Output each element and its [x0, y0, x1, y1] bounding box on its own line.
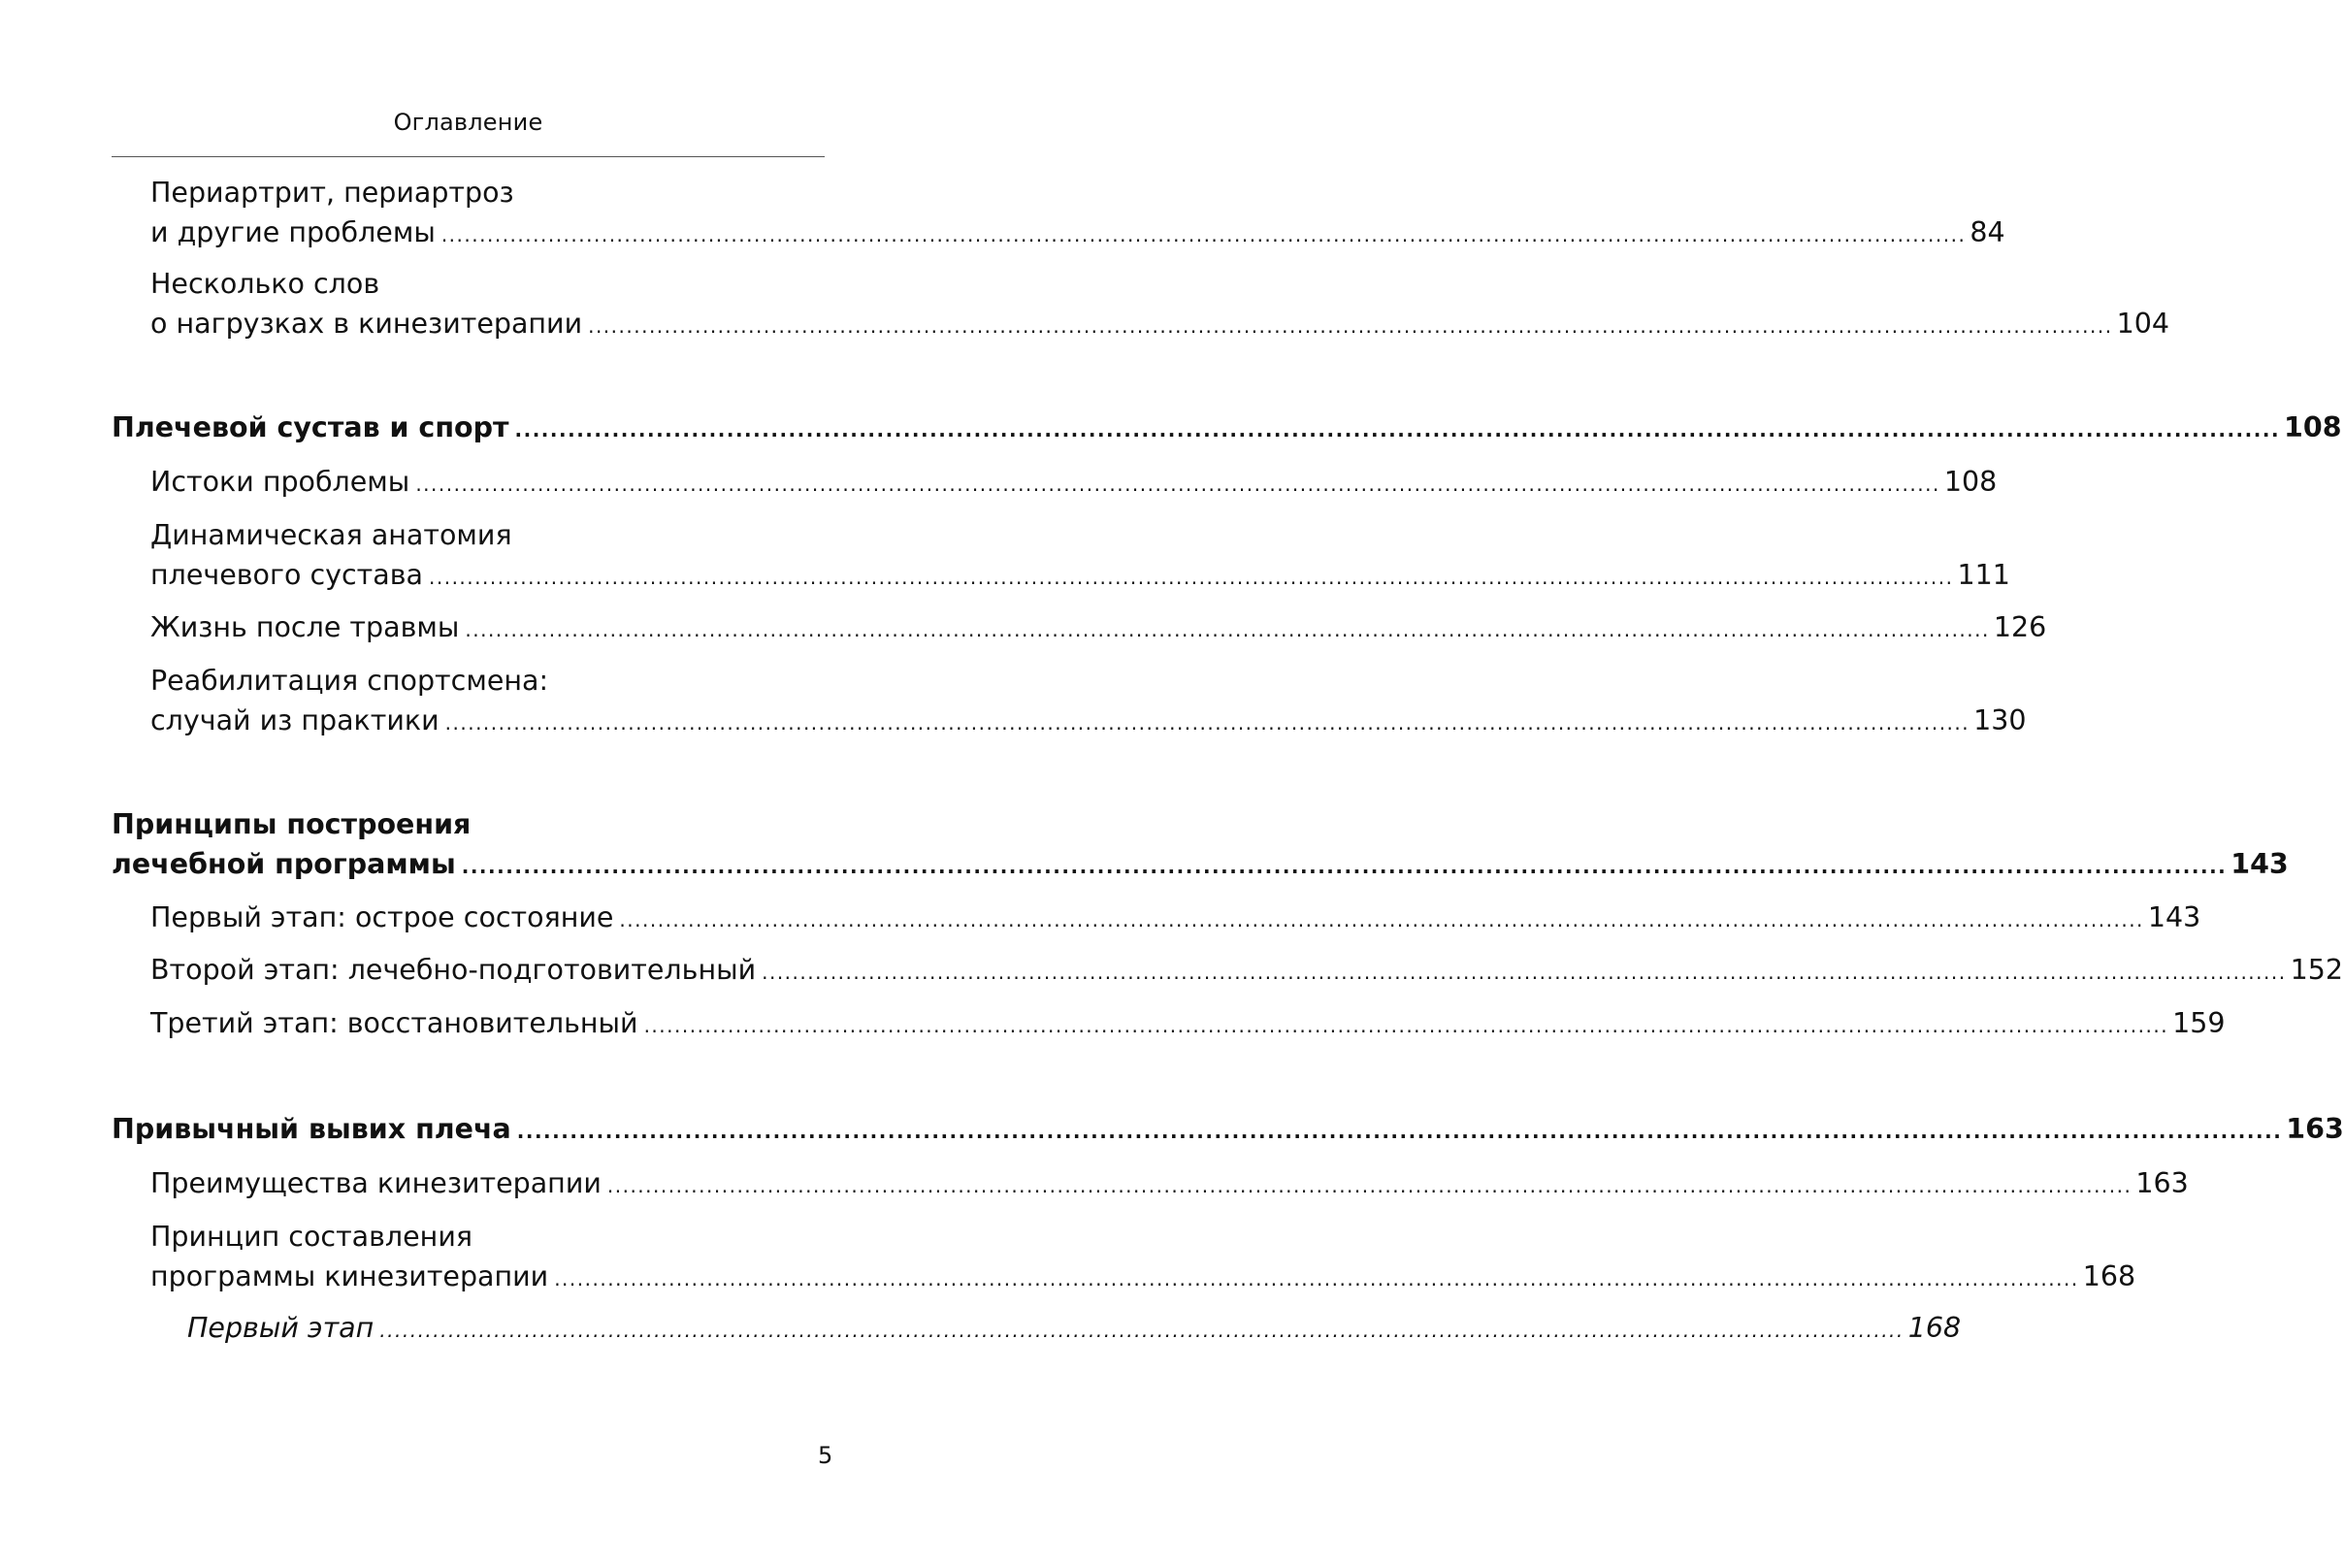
toc-entry	[150, 950, 2343, 993]
toc-page-number: 104	[2116, 308, 2169, 340]
toc-entry-title-line: программы кинезитерапии	[150, 1260, 549, 1292]
toc-page-number: 168	[1907, 1312, 1962, 1344]
toc-entry-row	[112, 1109, 2344, 1152]
toc-entry-row	[150, 1163, 2189, 1206]
toc-entry-row	[187, 1308, 1962, 1351]
dot-leader: ........................................................................................................................................................................................................	[643, 1014, 2169, 1037]
dot-leader: ........................................................................................................................................................................................................	[415, 473, 1940, 496]
toc-entry-title-line: Первый этап: острое состояние	[150, 901, 614, 933]
page-number: 5	[818, 1442, 833, 1469]
toc-entry-row	[150, 898, 2201, 940]
toc-page-number: 111	[1957, 559, 2010, 591]
toc-entry-row	[150, 1257, 2136, 1299]
toc-entry-title-line: Принцип составления	[150, 1221, 472, 1253]
toc-entry	[150, 462, 1998, 505]
toc-entry-title-line: Привычный вывих плеча	[112, 1113, 511, 1145]
toc-entry	[112, 408, 2342, 450]
dot-leader: ........................................................................................................................................................................................................	[606, 1174, 2132, 1197]
toc-entry-row	[150, 212, 2005, 255]
toc-entry-title-line: плечевого сустава	[150, 559, 423, 591]
toc-entry	[187, 1308, 1962, 1351]
toc-entry-row	[150, 607, 2047, 650]
toc-entry-row	[150, 950, 2343, 993]
toc-entry-title-line: Жизнь после травмы	[150, 611, 460, 643]
dot-leader: ........................................................................................................................................................................................................	[516, 1120, 2283, 1143]
toc-page-number: 126	[1993, 611, 2047, 643]
dot-leader: ........................................................................................................................................................................................................	[554, 1267, 2079, 1290]
toc-page-number: 168	[2082, 1260, 2136, 1292]
toc-entry	[150, 661, 2027, 743]
toc-entry	[150, 1003, 2226, 1046]
toc-entry	[150, 607, 2047, 650]
toc-entry-row	[150, 462, 1998, 505]
toc-entry	[112, 804, 2289, 887]
toc-entry-title-line: и другие проблемы	[150, 216, 436, 248]
toc-entry	[150, 264, 2169, 346]
toc-entry	[150, 1163, 2189, 1206]
toc-page-number: 143	[2147, 901, 2201, 933]
toc-page-number: 130	[1973, 704, 2027, 736]
toc-entry-row	[150, 304, 2169, 346]
toc-entry-title-line: Принципы построения	[112, 808, 472, 840]
dot-leader: ........................................................................................................................................................................................................	[444, 711, 1970, 735]
toc-entry-title-line: Периартрит, периартроз	[150, 177, 514, 209]
toc-page-number: 108	[2284, 411, 2342, 443]
toc-entry-title-line: Реабилитация спортсмена:	[150, 665, 549, 697]
toc-entry-title-line: Плечевой сустав и спорт	[112, 411, 509, 443]
toc-entry	[150, 898, 2201, 940]
toc-entry-row	[112, 408, 2342, 450]
toc-entry-title-line: Первый этап	[187, 1312, 374, 1344]
header-rule	[112, 156, 825, 157]
dot-leader: ........................................................................................................................................................................................................	[429, 566, 1954, 589]
dot-leader: ........................................................................................................................................................................................................	[619, 908, 2144, 931]
toc-entry-title-line: о нагрузках в кинезитерапии	[150, 308, 583, 340]
toc-entry-title-line: Несколько слов	[150, 268, 380, 300]
toc-page-number: 152	[2290, 954, 2343, 986]
toc-entry	[150, 1217, 2136, 1299]
toc-entry	[112, 1109, 2344, 1152]
dot-leader: ........................................................................................................................................................................................................	[514, 418, 2281, 441]
toc-entry-row	[150, 555, 2010, 598]
dot-leader: ........................................................................................................................................................................................................	[440, 223, 1967, 246]
toc-entry-title-line: Динамическая анатомия	[150, 519, 512, 551]
toc-entry-row	[150, 701, 2027, 743]
toc-entry-title-line: Преимущества кинезитерапии	[150, 1167, 602, 1199]
toc-entry-row	[150, 1003, 2226, 1046]
toc-entry	[150, 173, 2005, 255]
running-head: Оглавление	[393, 109, 543, 136]
dot-leader: ........................................................................................................................................................................................................	[465, 618, 1990, 641]
toc-entry-title-line: Третий этап: восстановительный	[150, 1007, 638, 1039]
dot-leader: ........................................................................................................................................................................................................	[588, 314, 2113, 338]
toc-entry-title-line: лечебной программы	[112, 848, 456, 880]
toc-entry-title-line: Истоки проблемы	[150, 466, 410, 498]
dot-leader: ........................................................................................................................................................................................................	[461, 855, 2228, 878]
toc-page-number: 143	[2230, 848, 2289, 880]
toc-entry-row	[112, 844, 2289, 887]
dot-leader: ........................................................................................................................................................................................................	[379, 1319, 1904, 1342]
toc-page-number: 163	[2286, 1113, 2344, 1145]
toc-entry	[150, 515, 2010, 598]
toc-entry-title-line: Второй этап: лечебно-подготовительный	[150, 954, 757, 986]
toc-page-number: 108	[1943, 466, 1998, 498]
toc-page-number: 84	[1970, 216, 2005, 248]
dot-leader: ........................................................................................................................................................................................................	[762, 961, 2287, 984]
toc-page-number: 163	[2135, 1167, 2189, 1199]
toc-page-number: 159	[2172, 1007, 2226, 1039]
toc-entry-title-line: случай из практики	[150, 704, 440, 736]
